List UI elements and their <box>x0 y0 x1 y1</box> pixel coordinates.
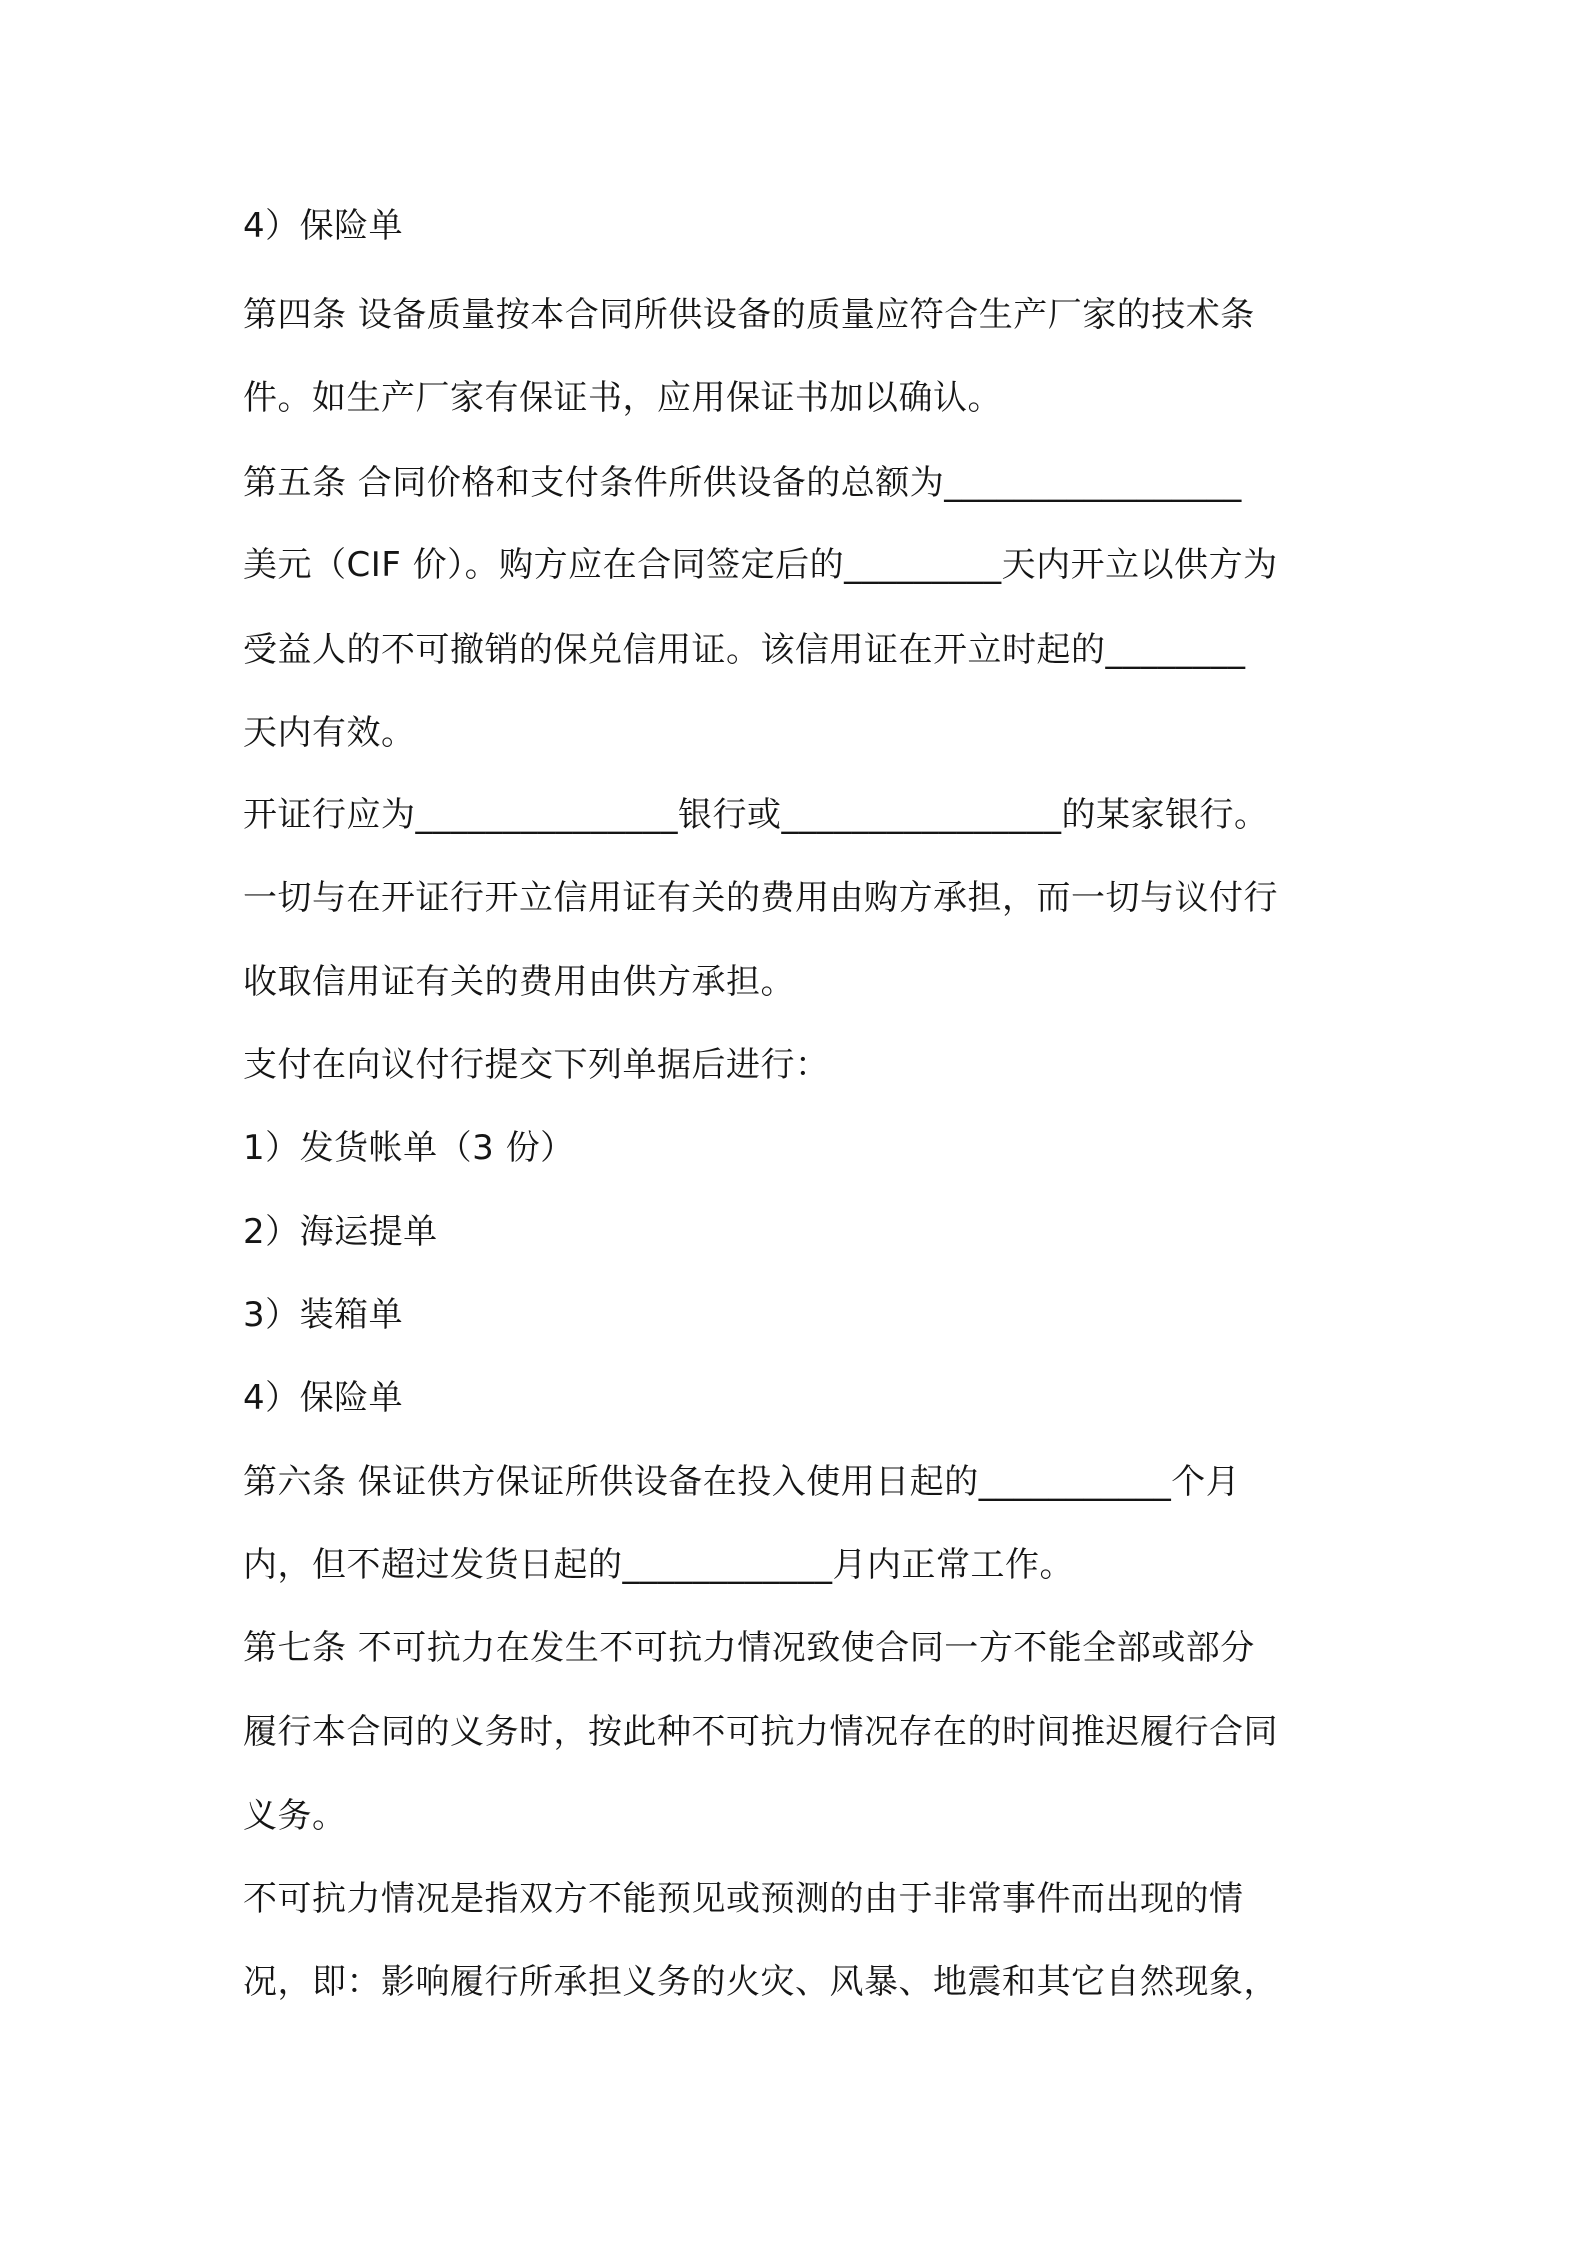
text-line-9: 一切与在开证行开立信用证有关的费用由购方承担，而一切与议付行 <box>243 878 1278 918</box>
text-line-8: 开证行应为_______________银行或________________的某家银行。 <box>243 795 1269 835</box>
text-line-21: 不可抗力情况是指双方不能预见或预测的由于非常事件而出现的情 <box>243 1879 1244 1919</box>
text-line-15: 4）保险单 <box>243 1378 404 1418</box>
text-line-14: 3）装箱单 <box>243 1295 404 1335</box>
text-line-2: 第四条 设备质量按本合同所供设备的质量应符合生产厂家的技术条 <box>243 295 1255 335</box>
text-line-13: 2）海运提单 <box>243 1212 438 1252</box>
text-line-22: 况，即：影响履行所承担义务的火灾、风暴、地震和其它自然现象， <box>243 1962 1278 2002</box>
text-line-4: 第五条 合同价格和支付条件所供设备的总额为_________________ <box>243 463 1242 503</box>
text-line-17: 内，但不超过发货日起的____________月内正常工作。 <box>243 1545 1074 1585</box>
text-line-3: 件。如生产厂家有保证书，应用保证书加以确认。 <box>243 378 1002 418</box>
text-line-12: 1）发货帐单（3 份） <box>243 1128 575 1168</box>
text-line-7: 天内有效。 <box>243 713 416 753</box>
text-line-20: 义务。 <box>243 1796 347 1836</box>
text-line-10: 收取信用证有关的费用由供方承担。 <box>243 962 795 1002</box>
text-line-18: 第七条 不可抗力在发生不可抗力情况致使合同一方不能全部或部分 <box>243 1628 1255 1668</box>
text-line-1: 4）保险单 <box>243 206 404 246</box>
text-line-16: 第六条 保证供方保证所供设备在投入使用日起的___________个月 <box>243 1462 1241 1502</box>
text-line-5: 美元（CIF 价）。购方应在合同签定后的_________天内开立以供方为 <box>243 545 1278 585</box>
text-line-11: 支付在向议付行提交下列单据后进行： <box>243 1045 830 1085</box>
text-line-19: 履行本合同的义务时，按此种不可抗力情况存在的时间推迟履行合同 <box>243 1712 1278 1752</box>
text-line-6: 受益人的不可撤销的保兑信用证。该信用证在开立时起的________ <box>243 630 1246 670</box>
